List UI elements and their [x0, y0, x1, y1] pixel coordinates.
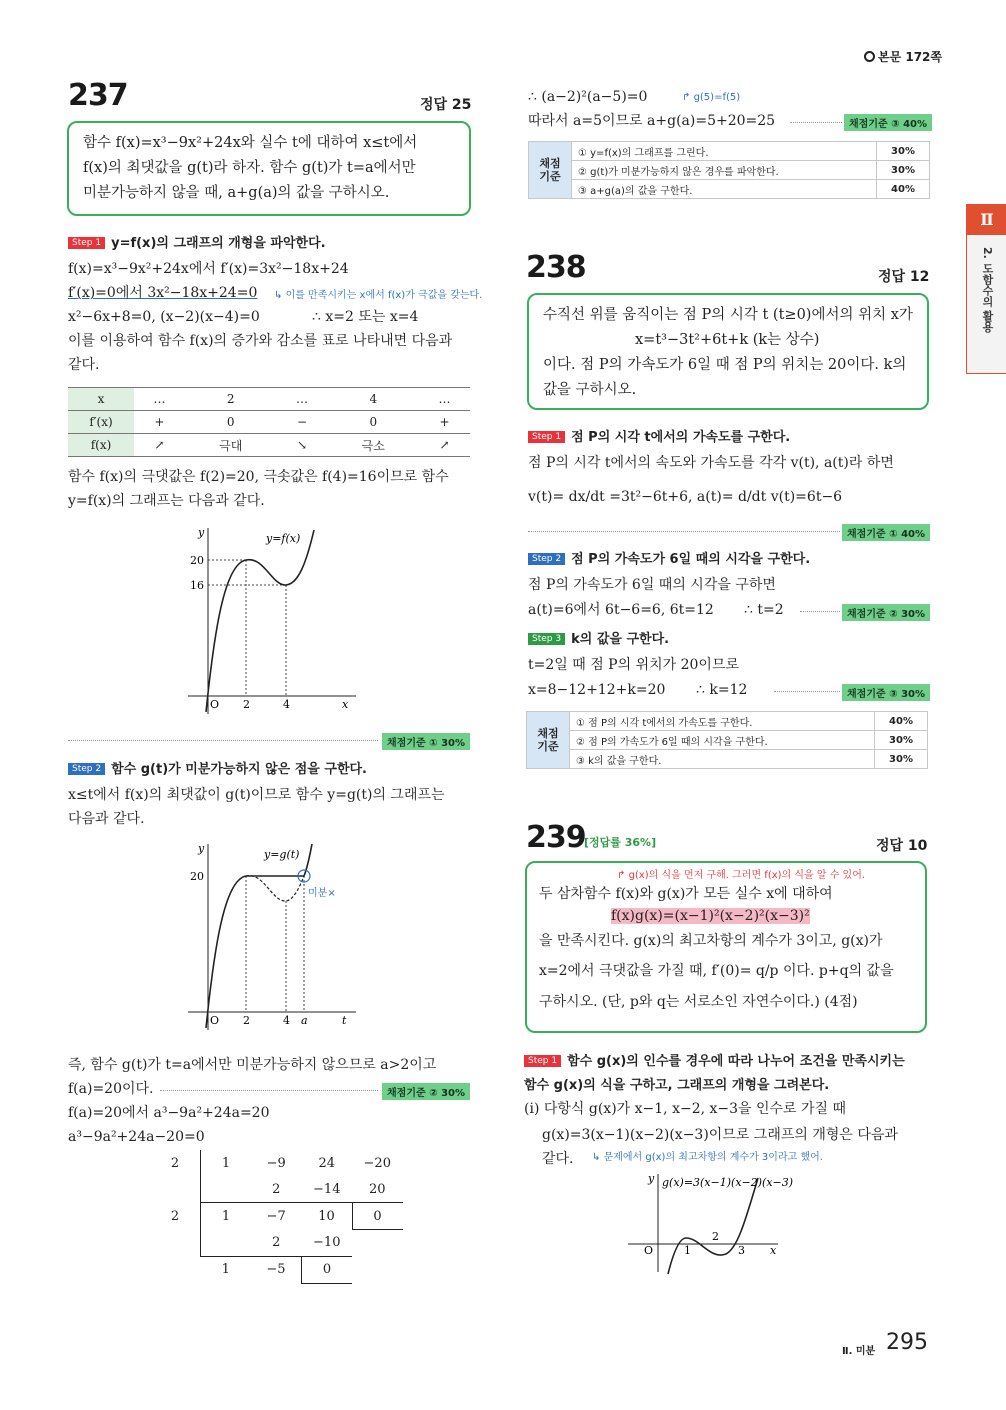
p237-s2-line4: f(a)=20이다. — [68, 1081, 154, 1097]
step-badge: Step 1 — [528, 431, 565, 443]
problem-239-number: 239 — [526, 820, 586, 855]
p237-s1-line2: f′(x)=0에서 3x²−18x+24=0 — [68, 285, 258, 301]
p238-s2-line2b: ∴ t=2 — [744, 602, 784, 618]
p238-s2-line1: 점 P의 가속도가 6일 때의 시각을 구하면 — [528, 577, 776, 593]
curve-g — [206, 844, 312, 1028]
table-row: 2 −10 — [150, 1230, 403, 1257]
graph1-tick-x: 2 — [243, 698, 250, 711]
p239-note: ↱ g(x)의 식을 먼저 구해. 그러면 f(x)의 식을 알 수 있어. — [617, 870, 866, 881]
arrow-right-icon: ↳ — [274, 290, 286, 301]
step-badge: Step 1 — [68, 237, 105, 249]
graph-y-g-t — [180, 840, 360, 1036]
graph3-tick: 1 — [684, 1244, 691, 1257]
synthetic-division — [150, 1150, 403, 1284]
p238-step3-heading: Step 3 k의 값을 구한다. — [528, 628, 669, 647]
grading-badge: 채점기준 ② 30% — [382, 1083, 470, 1100]
table-row: 채점 기준 ① 점 P의 시각 t에서의 가속도를 구한다. 40% — [527, 712, 928, 731]
problem-239-answer: 정답 10 — [876, 838, 928, 854]
p237-s2-line5: f(a)=20에서 a³−9a²+24a=20 — [68, 1105, 270, 1121]
p238-s3-line2b: ∴ k=12 — [696, 682, 748, 698]
p239-step1-title2: 함수 g(x)의 식을 구하고, 그래프의 개형을 그려본다. — [524, 1078, 830, 1093]
grading-badge: 채점기준 ① 40% — [842, 524, 930, 541]
p237-s2-line6: a³−9a²+24a−20=0 — [68, 1129, 205, 1145]
table-row: f′(x) + 0 − 0 + — [68, 411, 470, 434]
graph1-y-label: y — [198, 526, 205, 539]
curve-f — [206, 530, 314, 712]
graph2-y-label: y — [198, 842, 205, 855]
p238-s3-line1: t=2일 때 점 P의 위치가 20이므로 — [528, 657, 739, 673]
p238-step2-heading: Step 2 점 P의 가속도가 6일 때의 시각을 구한다. — [528, 548, 810, 567]
arrow-right-icon: ↳ — [592, 1152, 604, 1163]
graph1-tick-y: 20 — [190, 554, 204, 567]
dashed-f-dip — [246, 876, 304, 901]
step-badge: Step 3 — [528, 633, 565, 645]
graph-y-f-x — [180, 524, 360, 720]
footer-section: Ⅱ. 미분 — [842, 1346, 876, 1357]
problem-239-question: ↱ g(x)의 식을 먼저 구해. 그러면 f(x)의 식을 알 수 있어. 두 삼차함수 f(x)와 g(x)가 모든 실수 x에 대하여 f(x)g(x)=(x−1)²(x−2)²(x−3)² 을 만족시킨다. g(x)의 최고차항의 계수가 3이고, g(x)가 x=2에서 극댓값을 가질 때, f′(0)= q/p 이다. p+q의 값을 구하시오. (단, p와 q는 서로소인 자연수이다.) (4점) — [525, 861, 927, 1033]
graph3-origin: O — [644, 1244, 654, 1257]
grading-badge: 채점기준 ③ 30% — [842, 684, 930, 701]
dotted-separator — [68, 740, 378, 741]
graph3-tick: 3 — [738, 1244, 745, 1257]
p237-s1-line7: y=f(x)의 그래프는 다음과 같다. — [68, 493, 265, 509]
p238-s3-line2a: x=8−12+12+k=20 — [528, 682, 666, 698]
graph3-x-label: x — [770, 1244, 777, 1257]
graph2-tick-x: a — [301, 1014, 308, 1027]
grading-badge: 채점기준 ① 30% — [382, 733, 470, 750]
table-row: f(x) ↗ 극대 ↘ 극소 ↗ — [68, 434, 470, 457]
p237-s2-line3: 즉, 함수 g(t)가 t=a에서만 미분가능하지 않으므로 a>2이고 — [68, 1057, 437, 1073]
p238-s1-line1: 점 P의 시각 t에서의 속도와 가속도를 각각 v(t), a(t)라 하면 — [528, 455, 894, 471]
graph2-note: 미분× — [308, 888, 336, 899]
chapter-title: 2. 도함수의 활용 — [981, 247, 994, 333]
problem-239-rate: [정답률 36%] — [584, 836, 657, 849]
p237-s1-line1: f(x)=x³−9x²+24x에서 f′(x)=3x²−18x+24 — [68, 261, 349, 277]
table-row: 2 1 −7 10 0 — [150, 1203, 403, 1230]
dotted-separator — [790, 122, 842, 123]
grading-badge: 채점기준 ② 30% — [842, 604, 930, 621]
p237-step1-heading: Step 1 y=f(x)의 그래프의 개형을 파악한다. — [68, 232, 326, 251]
table-row: 채점 기준 ① y=f(x)의 그래프를 그린다. 30% — [529, 142, 930, 161]
step-badge: Step 2 — [68, 763, 105, 775]
table-row: x … 2 … 4 … — [68, 388, 470, 411]
p239-s1-note: ↳ 문제에서 g(x)의 최고차항의 계수가 3이라고 했어. — [592, 1152, 823, 1163]
graph2-t-label: t — [342, 1014, 347, 1027]
circle-bullet-icon — [864, 51, 875, 62]
p237-s1-line6: 함수 f(x)의 극댓값은 f(2)=20, 극솟값은 f(4)=16이므로 함수 — [68, 469, 449, 485]
p237-s1-line5: 같다. — [68, 357, 100, 373]
graph1-origin: O — [210, 698, 220, 711]
p237-s2-line1: x≤t에서 f(x)의 최댓값이 g(t)이므로 함수 y=g(t)의 그래프는 — [68, 787, 445, 803]
p237-cont-note: ↱ g(5)=f(5) — [682, 92, 741, 103]
p237-step2-heading: Step 2 함수 g(t)가 미분가능하지 않은 점을 구한다. — [68, 758, 367, 777]
arrow-right-icon: ↱ — [617, 870, 629, 881]
page-number: 295 — [886, 1330, 928, 1355]
arrow-right-icon: ↱ — [682, 92, 694, 103]
problem-237-question: 함수 f(x)=x³−9x²+24x와 실수 t에 대하여 x≤t에서 f(x)의 최댓값을 g(t)라 하자. 함수 g(t)가 t=a에서만 미분가능하지 않을 때, a+g(a)의 값을 구하시오. — [67, 121, 471, 216]
graph1-curve-label: y=f(x) — [266, 532, 301, 545]
table-row: ② 점 P의 가속도가 6일 때의 시각을 구한다. 30% — [527, 731, 928, 750]
problem-238-question: 수직선 위를 움직이는 점 P의 시각 t (t≥0)에서의 위치 x가 x=t³−3t²+6t+k (k는 상수) 이다. 점 P의 가속도가 6일 때 점 P의 위치는 20이다. k의 값을 구하시오. — [527, 293, 929, 410]
graph3-tick: 2 — [712, 1230, 719, 1243]
p237-s2-line2: 다음과 같다. — [68, 811, 145, 827]
p237-cont-line1: ∴ (a−2)²(a−5)=0 — [528, 89, 648, 105]
table-row: ③ a+g(a)의 값을 구한다. 40% — [529, 180, 930, 199]
table-row: 2 1 −9 24 −20 — [150, 1150, 403, 1176]
p237-s1-line3a: x²−6x+8=0, (x−2)(x−4)=0 — [68, 309, 260, 325]
problem-238-number: 238 — [526, 250, 586, 285]
p237-s1-line4: 이를 이용하여 함수 f(x)의 증가와 감소를 표로 나타내면 다음과 — [68, 333, 453, 349]
p237-s1-line3b: ∴ x=2 또는 x=4 — [312, 309, 419, 325]
graph2-origin: O — [210, 1014, 220, 1027]
increase-decrease-table — [68, 387, 470, 457]
p239-step1-heading: Step 1 함수 g(x)의 인수를 경우에 따라 나누어 조건을 만족시키는 — [524, 1050, 905, 1069]
p239-s1-line2: g(x)=3(x−1)(x−2)(x−3)이므로 그래프의 개형은 다음과 — [542, 1127, 898, 1143]
dotted-separator — [160, 1090, 378, 1091]
p239-s1-line1: (i) 다항식 g(x)가 x−1, x−2, x−3을 인수로 가질 때 — [524, 1101, 847, 1117]
p238-s1-line2: v(t)= dx/dt =3t²−6t+6, a(t)= d/dt v(t)=6t−6 — [528, 489, 843, 505]
graph2-tick-y: 20 — [190, 870, 204, 883]
grading-badge: 채점기준 ③ 40% — [844, 114, 932, 131]
p239-highlight-equation: f(x)g(x)=(x−1)²(x−2)²(x−3)² — [611, 908, 810, 924]
table-row: 1 −5 0 — [150, 1256, 403, 1283]
graph2-curve-label: y=g(t) — [264, 848, 300, 861]
p237-cont-line2: 따라서 a=5이므로 a+g(a)=5+20=25 — [528, 113, 776, 129]
p238-grading-table — [526, 711, 928, 769]
dotted-separator — [774, 691, 840, 692]
problem-237-number: 237 — [68, 78, 128, 113]
p237-grading-table — [528, 141, 930, 199]
p239-highlight-row — [539, 905, 913, 927]
table-row: 2 −14 20 — [150, 1176, 403, 1203]
graph3-y-label: y — [648, 1172, 655, 1185]
table-row: ② g(t)가 미분가능하지 않은 경우를 파악한다. 30% — [529, 161, 930, 180]
curve-g — [668, 1178, 758, 1274]
dotted-separator — [528, 531, 840, 532]
graph1-tick-x: 4 — [283, 698, 290, 711]
graph1-x-label: x — [342, 698, 349, 711]
graph2-tick-x: 4 — [283, 1014, 290, 1027]
graph1-tick-y: 16 — [190, 579, 204, 592]
table-row: ③ k의 값을 구한다. 30% — [527, 750, 928, 769]
p239-s1-line3: 같다. — [542, 1151, 574, 1167]
p237-s1-note: ↳ 이를 만족시키는 x에서 f(x)가 극값을 갖는다. — [274, 290, 483, 301]
header-ref: 본문 172쪽 — [864, 48, 942, 65]
problem-237-answer: 정답 25 — [420, 97, 472, 113]
graph2-tick-x: 2 — [243, 1014, 250, 1027]
p238-step1-heading: Step 1 점 P의 시각 t에서의 가속도를 구한다. — [528, 426, 790, 445]
graph3-curve-label: g(x)=3(x−1)(x−2)(x−3) — [662, 1176, 794, 1189]
graph-g-x — [622, 1168, 832, 1278]
problem-238-answer: 정답 12 — [878, 269, 930, 285]
chapter-side-tab[interactable] — [966, 204, 1006, 374]
dotted-separator — [800, 611, 840, 612]
step-badge: Step 2 — [528, 553, 565, 565]
p238-s2-line2a: a(t)=6에서 6t−6=6, 6t=12 — [528, 602, 714, 618]
step-badge: Step 1 — [524, 1055, 561, 1067]
chapter-numeral: Ⅱ — [967, 205, 1006, 235]
